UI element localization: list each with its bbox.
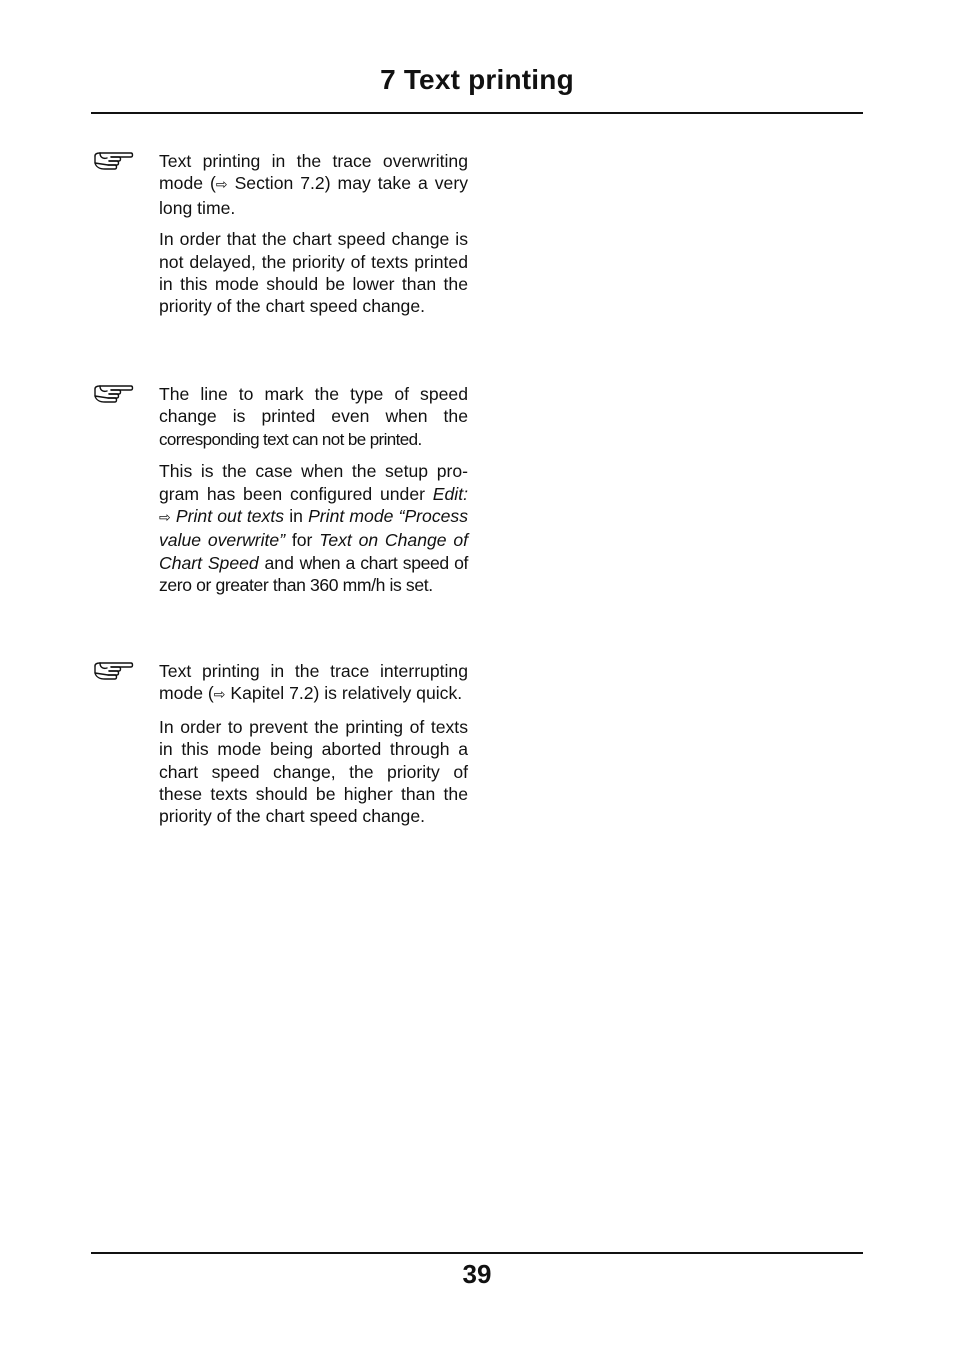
note-3-paragraph-1: Text printing in the trace interrupting mode (⇨ Kapitel 7.2) is relatively quick.	[159, 661, 468, 704]
note-2-paragraph-1: The line to mark the type of speed change is printed even when the corresponding text can not be printed.	[159, 384, 468, 449]
pointing-hand-icon	[91, 383, 135, 409]
header-rule	[91, 112, 863, 114]
note-3-paragraph-2: In order to prevent the printing of texts in this mode being aborted through a chart speed change, the priority of these texts should be higher than the priority of the chart speed change.	[159, 716, 468, 827]
page-title: 7 Text printing	[380, 64, 574, 95]
arrow-right-icon: ⇨	[215, 177, 228, 194]
pointing-hand-icon	[91, 150, 135, 176]
arrow-right-icon: ⇨	[213, 687, 226, 704]
note-1-paragraph-1: Text printing in the trace overwriting mode (⇨ Section 7.2) may take a very long time.	[159, 151, 468, 218]
note-2-paragraph-2: This is the case when the setup program has been configured under Edit: ⇨ Print out texts in Print mode “Process value overwrite” for Text on Change of Chart Speed and when a chart speed of zero or greater than 360 mm/h is set.	[159, 461, 469, 596]
pointing-hand-icon	[91, 660, 135, 686]
arrow-right-icon: ⇨	[159, 510, 171, 527]
page-number: 39	[462, 1259, 492, 1289]
note-1-paragraph-2: In order that the chart speed change is not delayed, the priority of texts printed in this mode should be lower than the priority of the chart speed change.	[159, 229, 468, 317]
footer-rule	[91, 1252, 863, 1254]
